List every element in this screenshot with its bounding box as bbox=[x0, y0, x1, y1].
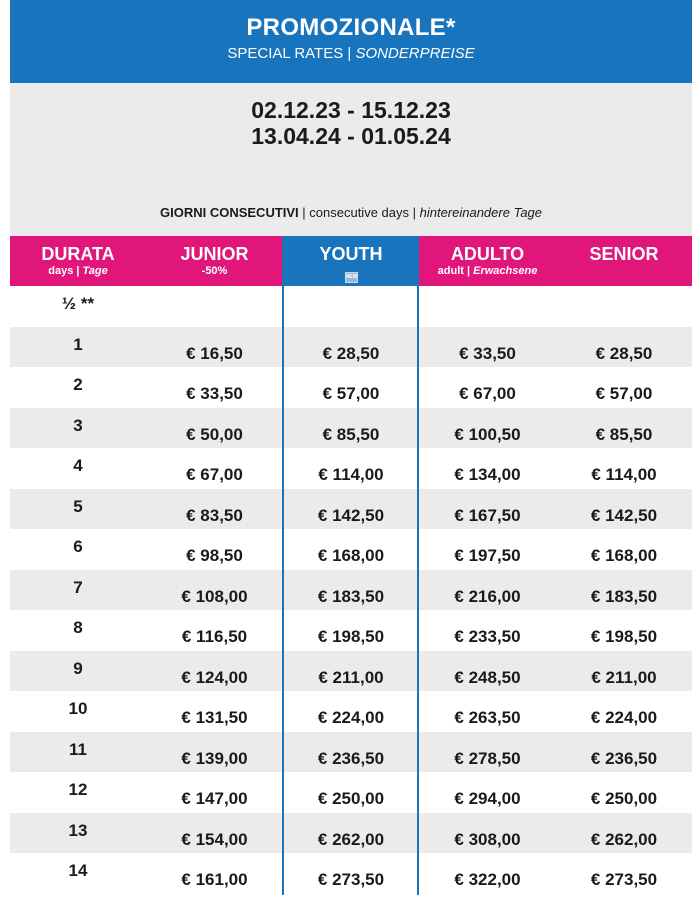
youth-price-cell: € 250,00 bbox=[317, 789, 385, 808]
duration-cell: 3 bbox=[73, 415, 83, 435]
senior-price-cell bbox=[556, 286, 692, 327]
duration-cell: 6 bbox=[73, 537, 83, 556]
youth-price-cell: € 85,50 bbox=[322, 424, 380, 444]
youth-price-cell: € 57,00 bbox=[322, 384, 380, 403]
senior-price-cell: € 273,50 bbox=[590, 870, 658, 889]
junior-price-cell bbox=[146, 286, 283, 327]
junior-price-cell: € 108,00 bbox=[181, 586, 248, 606]
adulto-price-cell: € 248,50 bbox=[454, 667, 521, 687]
duration-cell: 11 bbox=[69, 739, 87, 759]
table-row bbox=[10, 610, 692, 651]
table-row bbox=[10, 813, 692, 854]
youth-price-cell: € 224,00 bbox=[317, 708, 385, 727]
youth-price-cell: € 262,00 bbox=[317, 829, 385, 849]
senior-price-cell: € 262,00 bbox=[590, 829, 658, 849]
adulto-price-cell: € 134,00 bbox=[454, 465, 521, 484]
col-adulto-sub-italic: Erwachsene bbox=[473, 265, 538, 277]
senior-price-cell: € 236,50 bbox=[590, 748, 658, 768]
table-row bbox=[10, 691, 692, 732]
youth-price-cell: € 28,50 bbox=[322, 343, 380, 363]
col-adulto bbox=[419, 236, 556, 286]
consecutive-en: | consecutive days | bbox=[298, 205, 420, 220]
duration-cell: 8 bbox=[73, 618, 83, 637]
senior-price-cell: € 211,00 bbox=[591, 667, 657, 687]
table-row bbox=[10, 732, 692, 773]
duration-cell: 4 bbox=[73, 456, 83, 475]
senior-price-cell: € 168,00 bbox=[590, 546, 658, 565]
col-junior-sub: -50% bbox=[201, 265, 228, 277]
adulto-price-cell: € 322,00 bbox=[454, 870, 521, 889]
table-row bbox=[10, 772, 692, 813]
junior-price-cell: € 116,50 bbox=[181, 627, 248, 646]
duration-cell: 2 bbox=[73, 375, 83, 394]
price-table bbox=[10, 286, 692, 894]
date-panel bbox=[10, 83, 692, 236]
table-row bbox=[10, 367, 692, 408]
junior-price-cell: € 147,00 bbox=[181, 789, 248, 808]
duration-cell: 1 bbox=[73, 334, 83, 354]
junior-price-cell: € 83,50 bbox=[186, 505, 243, 525]
consecutive-it: GIORNI CONSECUTIVI bbox=[159, 205, 299, 220]
youth-price-cell: € 211,00 bbox=[318, 667, 384, 687]
adulto-price-cell: € 294,00 bbox=[454, 789, 521, 808]
senior-price-cell: € 85,50 bbox=[595, 424, 653, 444]
senior-price-cell: € 114,00 bbox=[591, 465, 657, 484]
youth-price-cell: € 168,00 bbox=[317, 546, 385, 565]
junior-price-cell: € 154,00 bbox=[181, 829, 248, 849]
adulto-price-cell: € 216,00 bbox=[454, 586, 521, 606]
date-range-2: 13.04.24 - 01.05.24 bbox=[251, 123, 451, 149]
table-row bbox=[10, 651, 692, 692]
duration-cell: 13 bbox=[68, 820, 88, 840]
youth-price-cell: € 273,50 bbox=[317, 870, 385, 889]
youth-price-cell: € 114,00 bbox=[318, 465, 384, 484]
col-junior-label: JUNIOR bbox=[180, 244, 249, 264]
senior-price-cell: € 224,00 bbox=[590, 708, 658, 727]
table-header bbox=[10, 236, 692, 286]
adulto-price-cell: € 197,50 bbox=[454, 546, 521, 565]
col-durata bbox=[10, 236, 146, 286]
youth-price-cell: € 198,50 bbox=[317, 627, 385, 646]
table-row bbox=[10, 408, 692, 449]
col-durata-sub-plain: days | bbox=[48, 265, 83, 277]
adulto-price-cell bbox=[419, 286, 556, 327]
col-adulto-label: ADULTO bbox=[450, 244, 525, 264]
adulto-price-cell: € 33,50 bbox=[459, 343, 516, 363]
senior-price-cell: € 142,50 bbox=[590, 505, 658, 525]
junior-price-cell: € 139,00 bbox=[181, 748, 248, 768]
col-junior bbox=[146, 236, 283, 286]
senior-price-cell: € 250,00 bbox=[590, 789, 658, 808]
table-row bbox=[10, 853, 692, 894]
new-badge-icon: NEW bbox=[345, 272, 358, 283]
consecutive-de: hintereinandere Tage bbox=[419, 205, 543, 220]
col-adulto-sub bbox=[419, 265, 556, 277]
junior-price-cell: € 124,00 bbox=[181, 667, 248, 687]
col-adulto-sub-plain: adult | bbox=[437, 265, 474, 277]
date-ranges bbox=[10, 97, 692, 149]
adulto-price-cell: € 278,50 bbox=[454, 748, 521, 768]
promo-subtitle bbox=[10, 45, 692, 62]
col-durata-sub bbox=[10, 265, 146, 277]
duration-cell: 7 bbox=[73, 577, 83, 597]
table-row bbox=[10, 489, 692, 530]
duration-cell: 12 bbox=[68, 780, 88, 799]
promo-header bbox=[10, 0, 692, 83]
adulto-price-cell: € 263,50 bbox=[454, 708, 521, 727]
junior-price-cell: € 16,50 bbox=[186, 343, 243, 363]
duration-cell: 10 bbox=[68, 699, 88, 718]
youth-price-cell: € 142,50 bbox=[317, 505, 385, 525]
duration-cell: 14 bbox=[68, 861, 88, 880]
col-durata-label: DURATA bbox=[41, 244, 115, 264]
table-row bbox=[10, 448, 692, 489]
consecutive-days-note bbox=[10, 205, 692, 220]
subtitle-italic: SONDERPREISE bbox=[355, 45, 475, 62]
senior-price-cell: € 183,50 bbox=[590, 586, 658, 606]
table-row bbox=[10, 570, 692, 611]
table-row bbox=[10, 286, 692, 327]
adulto-price-cell: € 308,00 bbox=[454, 829, 521, 849]
junior-price-cell: € 50,00 bbox=[186, 424, 243, 444]
youth-column-right-border bbox=[417, 236, 419, 895]
junior-price-cell: € 67,00 bbox=[186, 465, 243, 484]
junior-price-cell: € 98,50 bbox=[186, 546, 243, 565]
youth-price-cell: € 183,50 bbox=[317, 586, 385, 606]
duration-cell: 9 bbox=[73, 658, 83, 678]
youth-price-cell: € 236,50 bbox=[317, 748, 385, 768]
senior-price-cell: € 28,50 bbox=[595, 343, 653, 363]
col-youth-label: YOUTH bbox=[319, 244, 383, 264]
col-senior bbox=[556, 236, 692, 286]
junior-price-cell: € 161,00 bbox=[181, 870, 248, 889]
col-senior-label: SENIOR bbox=[589, 244, 659, 264]
subtitle-plain: SPECIAL RATES | bbox=[227, 45, 352, 62]
col-durata-sub-italic: Tage bbox=[82, 265, 108, 277]
junior-price-cell: € 33,50 bbox=[186, 384, 243, 403]
promo-title: PROMOZIONALE* bbox=[246, 14, 456, 41]
senior-price-cell: € 57,00 bbox=[595, 384, 653, 403]
adulto-price-cell: € 233,50 bbox=[454, 627, 521, 646]
duration-cell: ½ ** bbox=[61, 294, 95, 313]
date-range-1: 02.12.23 - 15.12.23 bbox=[251, 97, 451, 123]
youth-column-left-border bbox=[282, 236, 284, 895]
youth-price-cell bbox=[283, 286, 419, 327]
col-youth bbox=[283, 236, 419, 286]
adulto-price-cell: € 167,50 bbox=[454, 505, 521, 525]
table-row bbox=[10, 529, 692, 570]
adulto-price-cell: € 100,50 bbox=[454, 424, 521, 444]
table-row bbox=[10, 327, 692, 368]
junior-price-cell: € 131,50 bbox=[181, 708, 248, 727]
senior-price-cell: € 198,50 bbox=[590, 627, 658, 646]
adulto-price-cell: € 67,00 bbox=[459, 384, 516, 403]
duration-cell: 5 bbox=[73, 496, 83, 516]
